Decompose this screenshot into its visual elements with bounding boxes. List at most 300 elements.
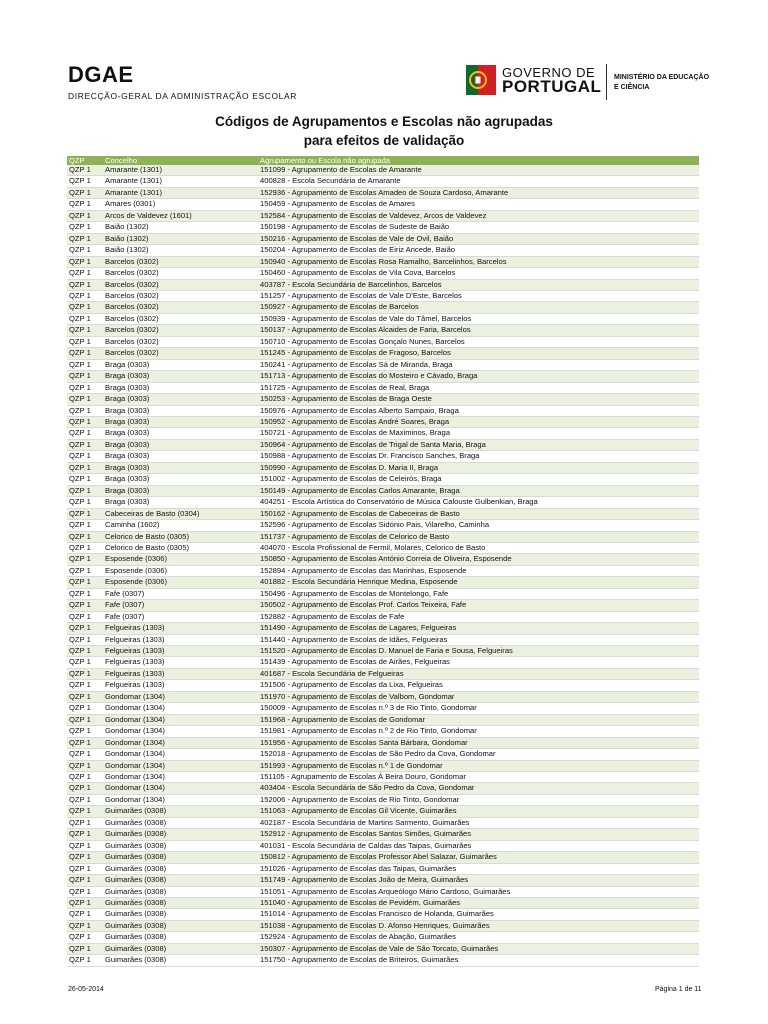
cell-qzp: QZP 1	[67, 554, 103, 565]
cell-concelho: Braga (0303)	[103, 382, 258, 393]
cell-concelho: Braga (0303)	[103, 451, 258, 462]
cell-concelho: Guimarães (0308)	[103, 943, 258, 954]
table-row	[67, 737, 699, 748]
cell-qzp: QZP 1	[67, 760, 103, 771]
cell-concelho: Barcelos (0302)	[103, 279, 258, 290]
table-row	[67, 474, 699, 485]
cell-concelho: Gondomar (1304)	[103, 783, 258, 794]
cell-concelho: Felgueiras (1303)	[103, 646, 258, 657]
cell-qzp: QZP 1	[67, 634, 103, 645]
cell-concelho: Esposende (0306)	[103, 565, 258, 576]
table-row	[67, 668, 699, 679]
cell-concelho: Amarante (1301)	[103, 165, 258, 176]
government-logo	[466, 62, 716, 102]
table-row	[67, 634, 699, 645]
cell-agrupamento: 401882 - Escola Secundária Henrique Medina, Esposende	[258, 577, 699, 588]
cell-agrupamento: 151026 - Agrupamento de Escolas das Taipas, Guimarães	[258, 863, 699, 874]
cell-concelho: Gondomar (1304)	[103, 726, 258, 737]
table-row	[67, 611, 699, 622]
cell-concelho: Gondomar (1304)	[103, 703, 258, 714]
table-row	[67, 680, 699, 691]
cell-concelho: Barcelos (0302)	[103, 348, 258, 359]
gov-line1: GOVERNO DE	[502, 65, 596, 80]
table-row	[67, 829, 699, 840]
cell-agrupamento: 151490 - Agrupamento de Escolas de Lagares, Felgueiras	[258, 623, 699, 634]
cell-concelho: Barcelos (0302)	[103, 268, 258, 279]
org-subtitle: DIRECÇÃO-GERAL DA ADMINISTRAÇÃO ESCOLAR	[68, 91, 298, 101]
table-row	[67, 371, 699, 382]
cell-qzp: QZP 1	[67, 428, 103, 439]
cell-agrupamento: 151737 - Agrupamento de Escolas de Celorico de Basto	[258, 531, 699, 542]
cell-qzp: QZP 1	[67, 508, 103, 519]
cell-agrupamento: 152006 - Agrupamento de Escolas de Rio Tinto, Gondomar	[258, 794, 699, 805]
cell-qzp: QZP 1	[67, 439, 103, 450]
table-row	[67, 165, 699, 176]
cell-agrupamento: 151970 - Agrupamento de Escolas de Valbom, Gondomar	[258, 691, 699, 702]
cell-agrupamento: 151968 - Agrupamento de Escolas de Gondomar	[258, 714, 699, 725]
cell-agrupamento: 151245 - Agrupamento de Escolas de Fragoso, Barcelos	[258, 348, 699, 359]
table-row	[67, 542, 699, 553]
table-row	[67, 508, 699, 519]
cell-concelho: Gondomar (1304)	[103, 749, 258, 760]
cell-agrupamento: 150988 - Agrupamento de Escolas Dr. Francisco Sanches, Braga	[258, 451, 699, 462]
cell-concelho: Gondomar (1304)	[103, 794, 258, 805]
cell-concelho: Guimarães (0308)	[103, 863, 258, 874]
cell-agrupamento: 150496 - Agrupamento de Escolas de Montelongo, Fafe	[258, 588, 699, 599]
cell-qzp: QZP 1	[67, 176, 103, 187]
cell-concelho: Cabeceiras de Basto (0304)	[103, 508, 258, 519]
cell-qzp: QZP 1	[67, 852, 103, 863]
cell-agrupamento: 150850 - Agrupamento de Escolas António Correia de Oliveira, Esposende	[258, 554, 699, 565]
cell-qzp: QZP 1	[67, 462, 103, 473]
table-row	[67, 806, 699, 817]
cell-qzp: QZP 1	[67, 898, 103, 909]
cell-agrupamento: 150009 - Agrupamento de Escolas n.º 3 de Rio Tinto, Gondomar	[258, 703, 699, 714]
page-number: Página 1 de 11	[655, 986, 702, 993]
table-row	[67, 359, 699, 370]
table-row	[67, 691, 699, 702]
cell-concelho: Felgueiras (1303)	[103, 668, 258, 679]
table-row	[67, 348, 699, 359]
table-row	[67, 187, 699, 198]
table-row	[67, 840, 699, 851]
cell-concelho: Fafe (0307)	[103, 588, 258, 599]
cell-qzp: QZP 1	[67, 772, 103, 783]
cell-agrupamento: 152894 - Agrupamento de Escolas das Marinhas, Esposende	[258, 565, 699, 576]
cell-agrupamento: 151750 - Agrupamento de Escolas de Briteiros, Guimarães	[258, 955, 699, 966]
cell-agrupamento: 151993 - Agrupamento de Escolas n.º 1 de Gondomar	[258, 760, 699, 771]
cell-concelho: Felgueiras (1303)	[103, 657, 258, 668]
table-row	[67, 588, 699, 599]
cell-agrupamento: 150216 - Agrupamento de Escolas de Vale de Ovil, Baião	[258, 233, 699, 244]
cell-agrupamento: 150459 - Agrupamento de Escolas de Amares	[258, 199, 699, 210]
cell-agrupamento: 150241 - Agrupamento de Escolas Sá de Miranda, Braga	[258, 359, 699, 370]
cell-agrupamento: 151520 - Agrupamento de Escolas D. Manuel de Faria e Sousa, Felgueiras	[258, 646, 699, 657]
cell-agrupamento: 152882 - Agrupamento de Escolas de Fafe	[258, 611, 699, 622]
cell-agrupamento: 402187 - Escola Secundária de Martins Sarmento, Guimarães	[258, 817, 699, 828]
cell-qzp: QZP 1	[67, 336, 103, 347]
cell-concelho: Amarante (1301)	[103, 187, 258, 198]
cell-agrupamento: 152596 - Agrupamento de Escolas Sidónio Pais, Vilarelho, Caminha	[258, 520, 699, 531]
cell-agrupamento: 150721 - Agrupamento de Escolas de Maximinos, Braga	[258, 428, 699, 439]
cell-concelho: Braga (0303)	[103, 485, 258, 496]
cell-qzp: QZP 1	[67, 187, 103, 198]
cell-qzp: QZP 1	[67, 359, 103, 370]
cell-agrupamento: 152912 - Agrupamento de Escolas Santos Simões, Guimarães	[258, 829, 699, 840]
cell-agrupamento: 401687 - Escola Secundária de Felgueiras	[258, 668, 699, 679]
cell-concelho: Guimarães (0308)	[103, 955, 258, 966]
cell-qzp: QZP 1	[67, 565, 103, 576]
cell-concelho: Gondomar (1304)	[103, 714, 258, 725]
table-row	[67, 520, 699, 531]
cell-qzp: QZP 1	[67, 382, 103, 393]
cell-qzp: QZP 1	[67, 542, 103, 553]
government-wordmark	[502, 66, 601, 94]
cell-concelho: Celorico de Basto (0305)	[103, 542, 258, 553]
cell-qzp: QZP 1	[67, 783, 103, 794]
table-row	[67, 932, 699, 943]
cell-agrupamento: 150940 - Agrupamento de Escolas Rosa Ramalho, Barcelinhos, Barcelos	[258, 256, 699, 267]
table-row	[67, 646, 699, 657]
cell-qzp: QZP 1	[67, 268, 103, 279]
table-row	[67, 886, 699, 897]
cell-concelho: Celorico de Basto (0305)	[103, 531, 258, 542]
portugal-flag-emblem-icon	[466, 63, 496, 97]
cell-concelho: Braga (0303)	[103, 428, 258, 439]
table-row	[67, 794, 699, 805]
cell-agrupamento: 151749 - Agrupamento de Escolas João de Meira, Guimarães	[258, 875, 699, 886]
cell-concelho: Guimarães (0308)	[103, 840, 258, 851]
table-row	[67, 909, 699, 920]
table-row	[67, 565, 699, 576]
cell-qzp: QZP 1	[67, 943, 103, 954]
cell-concelho: Braga (0303)	[103, 394, 258, 405]
cell-qzp: QZP 1	[67, 233, 103, 244]
document-title: Códigos de Agrupamentos e Escolas não agrupadas	[215, 114, 553, 129]
cell-qzp: QZP 1	[67, 646, 103, 657]
table-row	[67, 783, 699, 794]
cell-agrupamento: 150939 - Agrupamento de Escolas de Vale do Tâmel, Barcelos	[258, 313, 699, 324]
ministry-line1: MINISTÉRIO DA EDUCAÇÃO	[614, 74, 710, 81]
cell-agrupamento: 151257 - Agrupamento de Escolas de Vale D'Este, Barcelos	[258, 290, 699, 301]
table-row	[67, 600, 699, 611]
cell-agrupamento: 150253 - Agrupamento de Escolas de Braga Oeste	[258, 394, 699, 405]
cell-concelho: Arcos de Valdevez (1601)	[103, 210, 258, 221]
cell-qzp: QZP 1	[67, 279, 103, 290]
table-row	[67, 623, 699, 634]
cell-qzp: QZP 1	[67, 726, 103, 737]
cell-qzp: QZP 1	[67, 875, 103, 886]
table-row	[67, 462, 699, 473]
cell-concelho: Felgueiras (1303)	[103, 634, 258, 645]
cell-qzp: QZP 1	[67, 691, 103, 702]
cell-concelho: Braga (0303)	[103, 416, 258, 427]
cell-qzp: QZP 1	[67, 680, 103, 691]
cell-qzp: QZP 1	[67, 199, 103, 210]
table-row	[67, 233, 699, 244]
cell-concelho: Barcelos (0302)	[103, 325, 258, 336]
table-row	[67, 325, 699, 336]
column-header-qzp: QZP	[67, 156, 103, 165]
cell-qzp: QZP 1	[67, 955, 103, 966]
cell-qzp: QZP 1	[67, 256, 103, 267]
cell-qzp: QZP 1	[67, 222, 103, 233]
cell-concelho: Esposende (0306)	[103, 577, 258, 588]
cell-agrupamento: 150137 - Agrupamento de Escolas Alcaides de Faria, Barcelos	[258, 325, 699, 336]
table-row	[67, 336, 699, 347]
cell-qzp: QZP 1	[67, 451, 103, 462]
cell-agrupamento: 150964 - Agrupamento de Escolas de Trigal de Santa Maria, Braga	[258, 439, 699, 450]
table-row	[67, 245, 699, 256]
cell-qzp: QZP 1	[67, 474, 103, 485]
table-row	[67, 714, 699, 725]
cell-concelho: Braga (0303)	[103, 371, 258, 382]
cell-concelho: Amares (0301)	[103, 199, 258, 210]
table-row	[67, 920, 699, 931]
cell-qzp: QZP 1	[67, 485, 103, 496]
cell-concelho: Felgueiras (1303)	[103, 680, 258, 691]
cell-concelho: Braga (0303)	[103, 359, 258, 370]
cell-qzp: QZP 1	[67, 932, 103, 943]
cell-agrupamento: 151038 - Agrupamento de Escolas D. Afonso Henriques, Guimarães	[258, 920, 699, 931]
cell-qzp: QZP 1	[67, 210, 103, 221]
cell-agrupamento: 150990 - Agrupamento de Escolas D. Maria II, Braga	[258, 462, 699, 473]
cell-qzp: QZP 1	[67, 290, 103, 301]
cell-concelho: Barcelos (0302)	[103, 302, 258, 313]
table-row	[67, 955, 699, 966]
cell-concelho: Gondomar (1304)	[103, 760, 258, 771]
table-row	[67, 760, 699, 771]
cell-qzp: QZP 1	[67, 520, 103, 531]
table-row	[67, 497, 699, 508]
cell-concelho: Guimarães (0308)	[103, 852, 258, 863]
cell-qzp: QZP 1	[67, 794, 103, 805]
ministry-label	[614, 73, 709, 93]
cell-concelho: Braga (0303)	[103, 462, 258, 473]
cell-qzp: QZP 1	[67, 416, 103, 427]
cell-concelho: Guimarães (0308)	[103, 806, 258, 817]
cell-agrupamento: 151063 - Agrupamento de Escolas Gil Vicente, Guimarães	[258, 806, 699, 817]
table-row	[67, 749, 699, 760]
cell-agrupamento: 150162 - Agrupamento de Escolas de Cabeceiras de Basto	[258, 508, 699, 519]
cell-qzp: QZP 1	[67, 817, 103, 828]
cell-agrupamento: 150502 - Agrupamento de Escolas Prof. Carlos Teixeira, Fafe	[258, 600, 699, 611]
cell-agrupamento: 151440 - Agrupamento de Escolas de Idães, Felgueiras	[258, 634, 699, 645]
table-row	[67, 863, 699, 874]
cell-concelho: Braga (0303)	[103, 405, 258, 416]
table-row	[67, 199, 699, 210]
cell-agrupamento: 151439 - Agrupamento de Escolas de Airães, Felgueiras	[258, 657, 699, 668]
cell-concelho: Guimarães (0308)	[103, 875, 258, 886]
cell-concelho: Barcelos (0302)	[103, 313, 258, 324]
cell-qzp: QZP 1	[67, 863, 103, 874]
cell-qzp: QZP 1	[67, 245, 103, 256]
cell-qzp: QZP 1	[67, 829, 103, 840]
cell-concelho: Guimarães (0308)	[103, 920, 258, 931]
cell-qzp: QZP 1	[67, 806, 103, 817]
cell-concelho: Gondomar (1304)	[103, 691, 258, 702]
cell-agrupamento: 150976 - Agrupamento de Escolas Alberto Sampaio, Braga	[258, 405, 699, 416]
table-row	[67, 210, 699, 221]
cell-qzp: QZP 1	[67, 668, 103, 679]
cell-concelho: Barcelos (0302)	[103, 256, 258, 267]
cell-concelho: Esposende (0306)	[103, 554, 258, 565]
cell-qzp: QZP 1	[67, 325, 103, 336]
table-row	[67, 405, 699, 416]
table-row	[67, 176, 699, 187]
table-row	[67, 898, 699, 909]
cell-agrupamento: 151506 - Agrupamento de Escolas da Lixa, Felgueiras	[258, 680, 699, 691]
cell-concelho: Amarante (1301)	[103, 176, 258, 187]
cell-concelho: Barcelos (0302)	[103, 336, 258, 347]
cell-concelho: Fafe (0307)	[103, 611, 258, 622]
table-header-row	[67, 156, 699, 165]
table-row	[67, 485, 699, 496]
cell-agrupamento: 151051 - Agrupamento de Escolas Arqueólogo Mário Cardoso, Guimarães	[258, 886, 699, 897]
table-row	[67, 817, 699, 828]
cell-qzp: QZP 1	[67, 600, 103, 611]
cell-concelho: Baião (1302)	[103, 222, 258, 233]
cell-concelho: Barcelos (0302)	[103, 290, 258, 301]
cell-agrupamento: 150812 - Agrupamento de Escolas Professor Abel Salazar, Guimarães	[258, 852, 699, 863]
gov-line2: PORTUGAL	[502, 77, 602, 96]
cell-agrupamento: 152936 - Agrupamento de Escolas Amadeo de Souza Cardoso, Amarante	[258, 187, 699, 198]
table-row	[67, 726, 699, 737]
table-row	[67, 657, 699, 668]
cell-agrupamento: 150149 - Agrupamento de Escolas Carlos Amarante, Braga	[258, 485, 699, 496]
cell-qzp: QZP 1	[67, 909, 103, 920]
cell-agrupamento: 151981 - Agrupamento de Escolas n.º 2 de Rio Tinto, Gondomar	[258, 726, 699, 737]
cell-qzp: QZP 1	[67, 611, 103, 622]
cell-agrupamento: 151105 - Agrupamento de Escolas À Beira Douro, Gondomar	[258, 772, 699, 783]
cell-agrupamento: 150952 - Agrupamento de Escolas André Soares, Braga	[258, 416, 699, 427]
cell-agrupamento: 401031 - Escola Secundária de Caldas das Taipas, Guimarães	[258, 840, 699, 851]
table-row	[67, 394, 699, 405]
cell-agrupamento: 404251 - Escola Artística do Conservatório de Música Calouste Gulbenkian, Braga	[258, 497, 699, 508]
schools-table	[67, 156, 699, 967]
org-logo-text: DGAE	[68, 62, 134, 87]
table-row	[67, 852, 699, 863]
cell-agrupamento: 150927 - Agrupamento de Escolas de Barcelos	[258, 302, 699, 313]
cell-agrupamento: 152584 - Agrupamento de Escolas de Valdevez, Arcos de Valdevez	[258, 210, 699, 221]
cell-agrupamento: 151002 - Agrupamento de Escolas de Celeirós, Braga	[258, 474, 699, 485]
cell-qzp: QZP 1	[67, 623, 103, 634]
cell-concelho: Gondomar (1304)	[103, 772, 258, 783]
table-row	[67, 577, 699, 588]
cell-agrupamento: 403787 - Escola Secundária de Barcelinhos, Barcelos	[258, 279, 699, 290]
cell-qzp: QZP 1	[67, 703, 103, 714]
cell-qzp: QZP 1	[67, 371, 103, 382]
table-row	[67, 268, 699, 279]
cell-agrupamento: 150204 - Agrupamento de Escolas de Eiriz Ancede, Baião	[258, 245, 699, 256]
table-row	[67, 382, 699, 393]
cell-qzp: QZP 1	[67, 886, 103, 897]
cell-concelho: Braga (0303)	[103, 439, 258, 450]
cell-qzp: QZP 1	[67, 657, 103, 668]
footer-date: 26-05-2014	[68, 986, 104, 993]
cell-agrupamento: 150198 - Agrupamento de Escolas de Sudeste de Baião	[258, 222, 699, 233]
cell-qzp: QZP 1	[67, 577, 103, 588]
cell-concelho: Braga (0303)	[103, 474, 258, 485]
cell-qzp: QZP 1	[67, 840, 103, 851]
cell-concelho: Baião (1302)	[103, 245, 258, 256]
column-header-concelho: Concelho	[103, 156, 258, 165]
cell-qzp: QZP 1	[67, 165, 103, 176]
column-header-agrupamento: Agrupamento ou Escola não agrupada	[258, 156, 699, 165]
cell-agrupamento: 404070 - Escola Profissional de Fermil, Molares, Celorico de Basto	[258, 542, 699, 553]
cell-agrupamento: 151099 - Agrupamento de Escolas de Amarante	[258, 165, 699, 176]
table-row	[67, 313, 699, 324]
cell-concelho: Braga (0303)	[103, 497, 258, 508]
cell-qzp: QZP 1	[67, 737, 103, 748]
table-row	[67, 428, 699, 439]
cell-qzp: QZP 1	[67, 302, 103, 313]
table-row	[67, 279, 699, 290]
cell-qzp: QZP 1	[67, 531, 103, 542]
logo-divider	[606, 64, 607, 100]
cell-concelho: Guimarães (0308)	[103, 898, 258, 909]
cell-qzp: QZP 1	[67, 588, 103, 599]
cell-agrupamento: 152924 - Agrupamento de Escolas de Abação, Guimarães	[258, 932, 699, 943]
cell-concelho: Gondomar (1304)	[103, 737, 258, 748]
cell-concelho: Guimarães (0308)	[103, 886, 258, 897]
cell-agrupamento: 400828 - Escola Secundária de Amarante	[258, 176, 699, 187]
cell-agrupamento: 403404 - Escola Secundária de São Pedro da Cova, Gondomar	[258, 783, 699, 794]
page-header	[0, 0, 768, 110]
cell-agrupamento: 150460 - Agrupamento de Escolas de Vila Cova, Barcelos	[258, 268, 699, 279]
cell-agrupamento: 150710 - Agrupamento de Escolas Gonçalo Nunes, Barcelos	[258, 336, 699, 347]
cell-qzp: QZP 1	[67, 394, 103, 405]
table-row	[67, 943, 699, 954]
cell-concelho: Felgueiras (1303)	[103, 623, 258, 634]
cell-concelho: Fafe (0307)	[103, 600, 258, 611]
table-row	[67, 256, 699, 267]
table-row	[67, 451, 699, 462]
cell-qzp: QZP 1	[67, 497, 103, 508]
table-row	[67, 772, 699, 783]
cell-agrupamento: 152018 - Agrupamento de Escolas de São Pedro da Cova, Gondomar	[258, 749, 699, 760]
cell-agrupamento: 151956 - Agrupamento de Escolas Santa Bárbara, Gondomar	[258, 737, 699, 748]
table-row	[67, 554, 699, 565]
table-row	[67, 222, 699, 233]
cell-concelho: Guimarães (0308)	[103, 909, 258, 920]
cell-agrupamento: 151713 - Agrupamento de Escolas do Mosteiro e Cávado, Braga	[258, 371, 699, 382]
table-row	[67, 416, 699, 427]
cell-qzp: QZP 1	[67, 405, 103, 416]
cell-qzp: QZP 1	[67, 348, 103, 359]
table-row	[67, 531, 699, 542]
cell-concelho: Guimarães (0308)	[103, 932, 258, 943]
cell-agrupamento: 151040 - Agrupamento de Escolas de Pevidém, Guimarães	[258, 898, 699, 909]
cell-concelho: Baião (1302)	[103, 233, 258, 244]
cell-concelho: Guimarães (0308)	[103, 829, 258, 840]
cell-qzp: QZP 1	[67, 714, 103, 725]
table-row	[67, 302, 699, 313]
cell-concelho: Caminha (1602)	[103, 520, 258, 531]
ministry-line2: E CIÊNCIA	[614, 84, 650, 91]
table-row	[67, 439, 699, 450]
table-row	[67, 290, 699, 301]
table-row	[67, 875, 699, 886]
cell-agrupamento: 151014 - Agrupamento de Escolas Francisco de Holanda, Guimarães	[258, 909, 699, 920]
cell-qzp: QZP 1	[67, 313, 103, 324]
document-subtitle: para efeitos de validação	[303, 133, 465, 148]
cell-agrupamento: 150307 - Agrupamento de Escolas de Vale de São Torcato, Guimarães	[258, 943, 699, 954]
table-row	[67, 703, 699, 714]
cell-agrupamento: 151725 - Agrupamento de Escolas de Real, Braga	[258, 382, 699, 393]
cell-concelho: Guimarães (0308)	[103, 817, 258, 828]
cell-qzp: QZP 1	[67, 920, 103, 931]
